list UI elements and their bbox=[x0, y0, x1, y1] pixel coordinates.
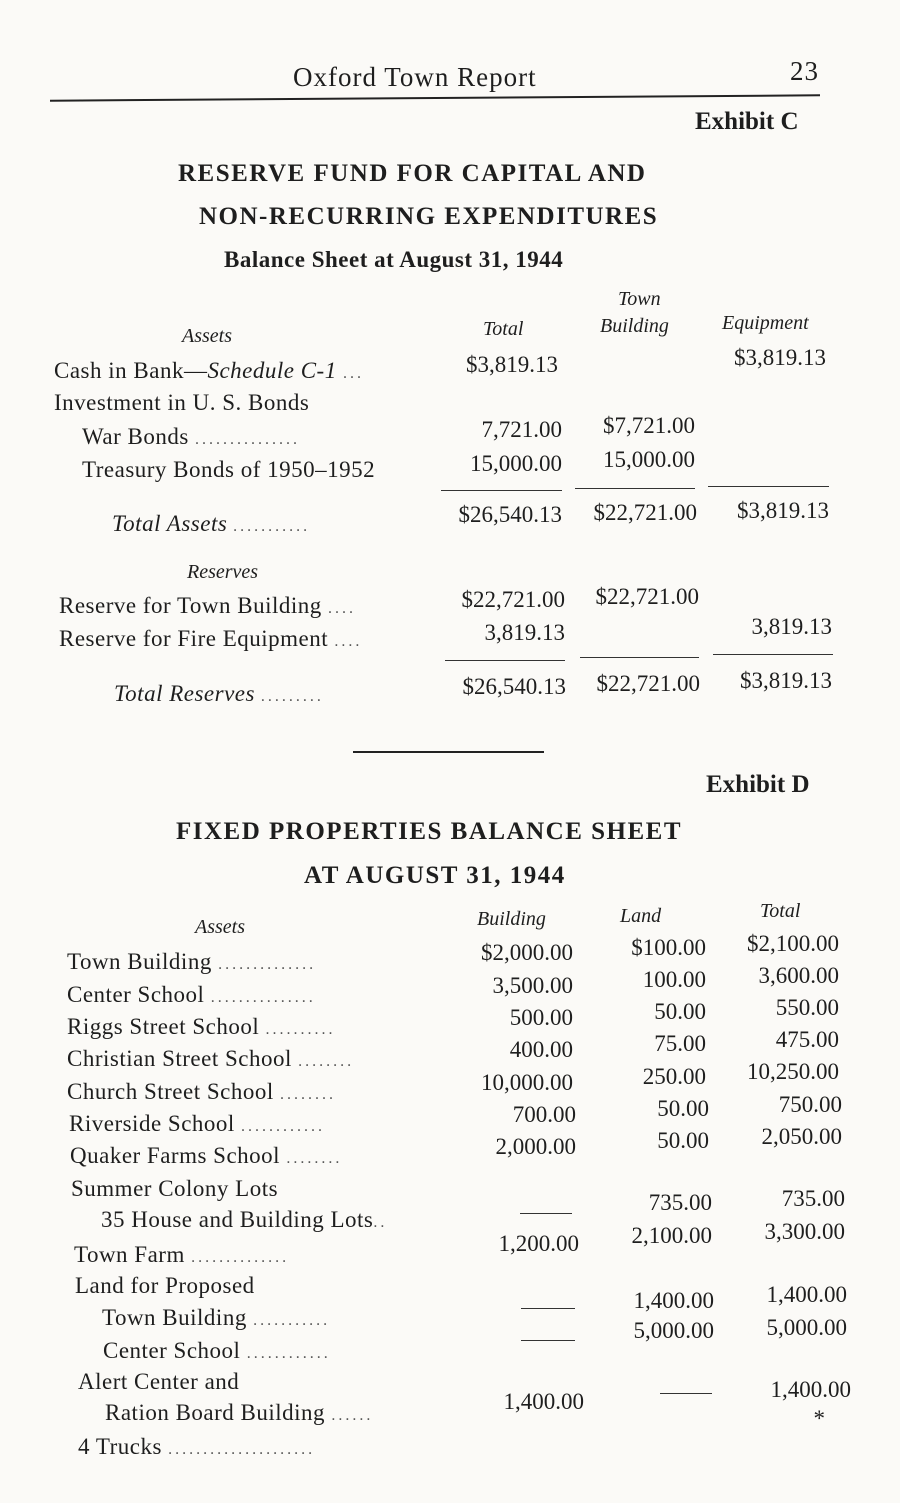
row-land: $100.00 bbox=[631, 935, 706, 960]
row-label-text: Ration Board Building bbox=[105, 1400, 326, 1425]
row-label bbox=[59, 593, 356, 619]
row-label bbox=[59, 626, 362, 652]
schedule-ref: Schedule C-1 bbox=[207, 358, 337, 383]
leader-dots: ............... bbox=[210, 989, 316, 1006]
table-row-label bbox=[70, 1143, 342, 1169]
table-row-label bbox=[103, 1338, 331, 1364]
row-building: 500.00 bbox=[509, 1005, 573, 1030]
reserve-town-building-building: $22,721.00 bbox=[595, 584, 699, 609]
leader-dots: ......... bbox=[261, 688, 325, 705]
table-row-label bbox=[67, 1079, 336, 1105]
reserve-town-building-total: $22,721.00 bbox=[461, 587, 565, 612]
row-total: 3,300.00 bbox=[764, 1219, 845, 1244]
col-land-header: Land bbox=[620, 905, 662, 927]
row-land: 75.00 bbox=[654, 1031, 706, 1056]
total-reserves-building: $22,721.00 bbox=[596, 671, 700, 696]
row-building: 400.00 bbox=[509, 1037, 573, 1062]
leader-dots: .......... bbox=[265, 1021, 336, 1038]
leader-dots: ..................... bbox=[168, 1441, 316, 1458]
table-row-label bbox=[67, 1046, 354, 1072]
table-row-label: Land for Proposed bbox=[75, 1273, 255, 1298]
row-total-asterisk: * bbox=[813, 1406, 825, 1431]
table-row-label: Alert Center and bbox=[78, 1369, 240, 1394]
col-total-header: Total bbox=[760, 900, 801, 922]
table-row-label bbox=[67, 1014, 335, 1040]
col-town-building-header-1: Town bbox=[618, 288, 661, 310]
row-label-text: Riggs Street School bbox=[67, 1014, 260, 1039]
table-row-label: Summer Colony Lots bbox=[71, 1176, 279, 1201]
row-total: 475.00 bbox=[775, 1027, 839, 1052]
total-reserves-equipment: $3,819.13 bbox=[740, 668, 832, 693]
table-row-label bbox=[67, 982, 316, 1008]
total-assets-total: $26,540.13 bbox=[458, 502, 562, 527]
table-row-label bbox=[74, 1242, 289, 1268]
row-land-dash bbox=[660, 1393, 712, 1394]
row-label-text: Riverside School bbox=[69, 1111, 235, 1136]
cash-equipment: $3,819.13 bbox=[734, 345, 826, 370]
sum-line bbox=[575, 488, 695, 489]
row-label-text: Center School bbox=[67, 982, 205, 1007]
reserve-fire-equipment-label: Reserve for Fire Equipment bbox=[59, 626, 329, 651]
row-land: 5,000.00 bbox=[633, 1318, 714, 1343]
reserve-town-building-label: Reserve for Town Building bbox=[59, 593, 322, 618]
page-header-title: Oxford Town Report bbox=[293, 62, 537, 92]
row-land: 2,100.00 bbox=[631, 1223, 712, 1248]
row-label-text: Town Farm bbox=[74, 1242, 185, 1267]
row-building: 700.00 bbox=[512, 1102, 576, 1127]
row-label-text: Town Building bbox=[102, 1305, 247, 1330]
col-assets-header: Assets bbox=[195, 916, 245, 938]
reserve-fire-equipment-equipment: 3,819.13 bbox=[751, 614, 832, 639]
row-label-text: Town Building bbox=[67, 949, 212, 974]
row-total: 750.00 bbox=[778, 1092, 842, 1117]
total-reserves-total: $26,540.13 bbox=[462, 674, 566, 699]
row-label-text: 35 House and Building Lots bbox=[101, 1207, 374, 1232]
table-row-label bbox=[67, 949, 316, 975]
col-assets-header: Assets bbox=[182, 325, 232, 347]
leader-dots: .... bbox=[328, 600, 357, 617]
leader-dots: .... bbox=[334, 633, 363, 650]
row-total: 735.00 bbox=[781, 1186, 845, 1211]
war-bonds-label: War Bonds bbox=[82, 424, 189, 449]
row-building: $2,000.00 bbox=[481, 940, 573, 965]
row-label-text: Center School bbox=[103, 1338, 241, 1363]
table-row-label bbox=[105, 1400, 373, 1426]
leader-dots: ........ bbox=[280, 1086, 336, 1103]
row-building: 1,400.00 bbox=[503, 1389, 584, 1414]
cash-label: Cash in Bank— bbox=[54, 358, 208, 383]
exhibit-c-title-line2: NON-RECURRING EXPENDITURES bbox=[199, 203, 659, 230]
row-land: 50.00 bbox=[657, 1096, 709, 1121]
row-label-text: Church Street School bbox=[67, 1079, 274, 1104]
row-building-dash bbox=[521, 1340, 575, 1341]
sum-line bbox=[580, 657, 699, 658]
exhibit-d-label: Exhibit D bbox=[706, 771, 810, 798]
sum-line bbox=[713, 654, 833, 655]
row-label bbox=[82, 424, 300, 450]
total-reserves-label: Total Reserves bbox=[114, 681, 255, 706]
header-rule bbox=[50, 94, 820, 101]
total-assets-equipment: $3,819.13 bbox=[737, 498, 829, 523]
row-total: $2,100.00 bbox=[747, 931, 839, 956]
leader-dots: ... bbox=[342, 365, 364, 382]
leader-dots: .. bbox=[373, 1214, 388, 1231]
treasury-bonds-building: 15,000.00 bbox=[603, 447, 695, 472]
row-label bbox=[114, 681, 324, 707]
leader-dots: ...... bbox=[331, 1407, 374, 1424]
row-building: 2,000.00 bbox=[495, 1134, 576, 1159]
row-building: 1,200.00 bbox=[498, 1231, 579, 1256]
table-row-label bbox=[69, 1111, 325, 1137]
treasury-bonds-label: Treasury Bonds of 1950–1952 bbox=[82, 457, 376, 482]
leader-dots: .............. bbox=[191, 1249, 290, 1266]
leader-dots: ........... bbox=[233, 518, 311, 535]
row-building-dash bbox=[521, 1308, 575, 1309]
row-land: 735.00 bbox=[648, 1190, 712, 1215]
row-total: 5,000.00 bbox=[766, 1315, 847, 1340]
row-total: 1,400.00 bbox=[770, 1377, 851, 1402]
sum-line bbox=[445, 660, 565, 661]
reserve-fire-equipment-total: 3,819.13 bbox=[484, 620, 565, 645]
section-divider bbox=[353, 751, 544, 753]
leader-dots: ............ bbox=[246, 1345, 331, 1362]
leader-dots: ............ bbox=[241, 1118, 326, 1135]
row-total: 1,400.00 bbox=[766, 1282, 847, 1307]
leader-dots: .............. bbox=[218, 956, 317, 973]
row-building-dash bbox=[520, 1213, 572, 1214]
leader-dots: ........... bbox=[253, 1312, 331, 1329]
exhibit-c-label: Exhibit C bbox=[695, 108, 799, 135]
table-row-label bbox=[101, 1207, 387, 1233]
row-building: 10,000.00 bbox=[481, 1070, 573, 1095]
exhibit-c-subtitle: Balance Sheet at August 31, 1944 bbox=[224, 247, 564, 272]
row-label bbox=[54, 358, 364, 384]
col-equipment-header: Equipment bbox=[722, 312, 809, 334]
exhibit-d-title-line1: FIXED PROPERTIES BALANCE SHEET bbox=[176, 818, 683, 845]
leader-dots: ........ bbox=[286, 1150, 343, 1167]
leader-dots: ............... bbox=[195, 431, 301, 448]
total-assets-label: Total Assets bbox=[112, 511, 228, 536]
page-number: 23 bbox=[790, 56, 819, 86]
row-land: 1,400.00 bbox=[633, 1288, 714, 1313]
total-assets-building: $22,721.00 bbox=[593, 500, 697, 525]
row-label-text: 4 Trucks bbox=[78, 1434, 162, 1459]
leader-dots: ........ bbox=[298, 1053, 355, 1070]
row-total: 2,050.00 bbox=[761, 1124, 842, 1149]
reserves-heading: Reserves bbox=[187, 561, 259, 583]
table-row-label bbox=[78, 1434, 315, 1460]
table-row-label bbox=[102, 1305, 330, 1331]
sum-line bbox=[441, 490, 562, 491]
row-label-text: Quaker Farms School bbox=[70, 1143, 281, 1168]
row-label-text: Christian Street School bbox=[67, 1046, 292, 1071]
row-total: 3,600.00 bbox=[758, 963, 839, 988]
row-total: 10,250.00 bbox=[747, 1059, 839, 1084]
cash-total: $3,819.13 bbox=[466, 352, 558, 377]
row-label bbox=[112, 511, 311, 537]
exhibit-c-title-line1: RESERVE FUND FOR CAPITAL AND bbox=[178, 160, 647, 187]
row-land: 250.00 bbox=[642, 1064, 706, 1089]
exhibit-d-title-line2: AT AUGUST 31, 1944 bbox=[304, 862, 566, 889]
investment-label: Investment in U. S. Bonds bbox=[54, 390, 310, 415]
row-building: 3,500.00 bbox=[492, 973, 573, 998]
col-building-header: Building bbox=[477, 908, 546, 930]
col-total-header: Total bbox=[483, 318, 524, 340]
col-town-building-header-2: Building bbox=[600, 315, 669, 337]
war-bonds-building: $7,721.00 bbox=[603, 413, 695, 438]
row-land: 50.00 bbox=[654, 999, 706, 1024]
treasury-bonds-total: 15,000.00 bbox=[470, 451, 562, 476]
war-bonds-total: 7,721.00 bbox=[481, 417, 562, 442]
row-land: 100.00 bbox=[642, 967, 706, 992]
row-land: 50.00 bbox=[657, 1128, 709, 1153]
row-total: 550.00 bbox=[775, 995, 839, 1020]
sum-line bbox=[708, 486, 829, 487]
